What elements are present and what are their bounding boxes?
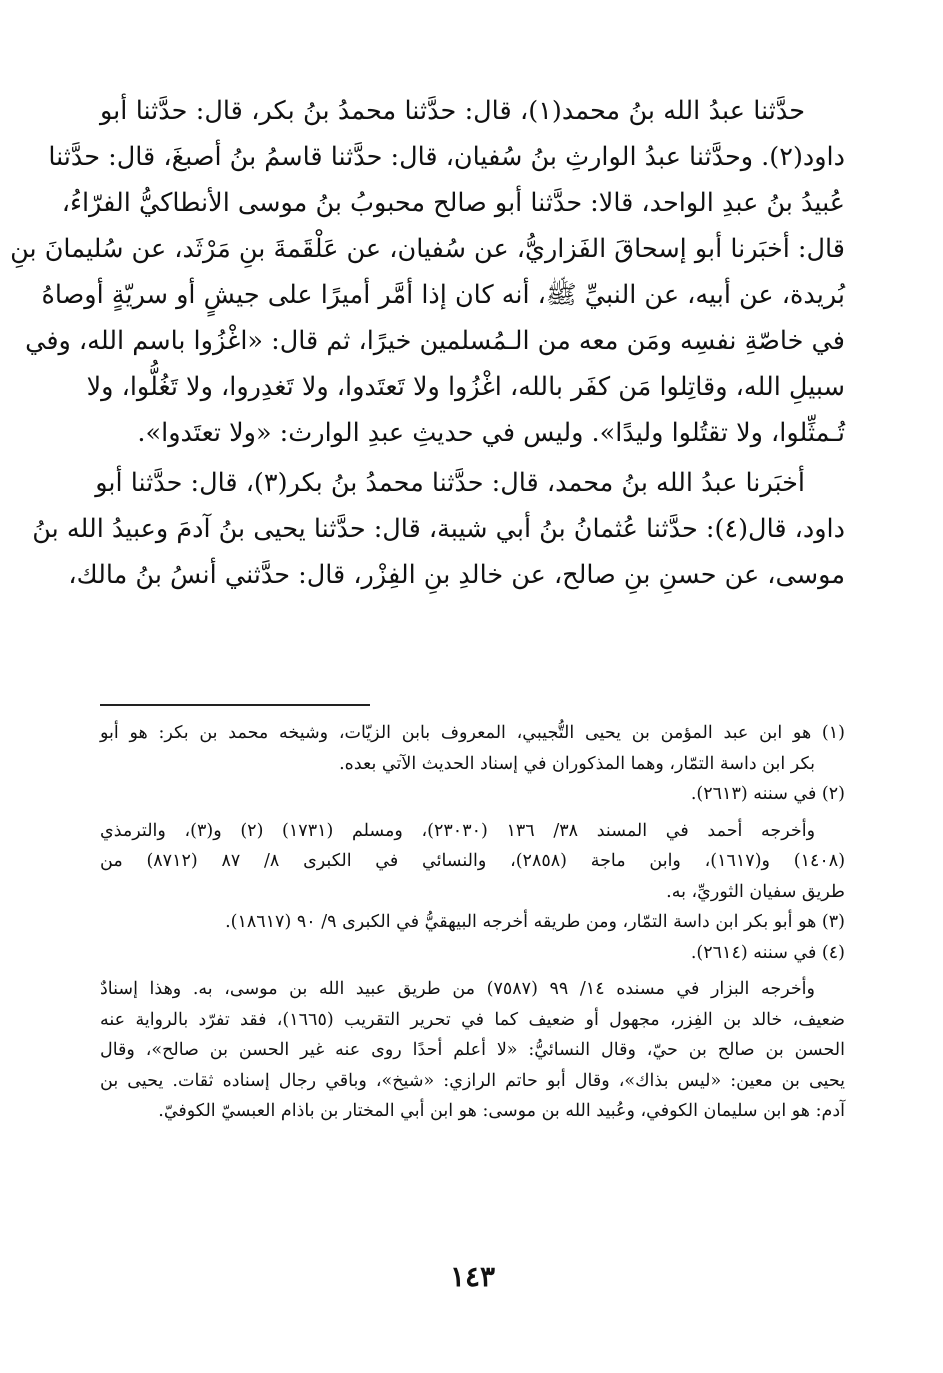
footnote-line: (٣) هو أبو بكر ابن داسة التمّار، ومن طريقه أخرجه البيهقيُّ في الكبرى ٩/ ٩٠ (١٨٦١٧).: [225, 912, 845, 932]
page-number: ١٤٣: [449, 1260, 496, 1293]
footnote-line: (١) هو ابن عبد المؤمن بن يحيى التُّجيبي، المعروف بابن الزيّات، وشيخه محمد بن بكر: هو أبو: [100, 723, 845, 743]
text-line: سبيلِ الله، وقاتِلوا مَن كفَر بالله، اغْزُوا ولا تَعتَدوا، ولا تَغدِروا، ولا تَغُلُّوا، ولا: [86, 372, 845, 402]
footnote-2-detail: [100, 816, 845, 908]
text-line: أخبَرنا عبدُ الله بنُ محمد، قال: حدَّثنا محمدُ بنُ بكر(٣)، قال: حدَّثنا أبو: [95, 468, 805, 498]
footnote-separator: [100, 704, 370, 706]
book-page: [10, 88, 846, 1293]
footnote-1: [100, 718, 845, 779]
footnote-3: [100, 907, 845, 938]
text-line: تُـمثِّلوا، ولا تقتُلوا وليدًا». وليس في حديثِ عبدِ الوارث: «ولا تعتَدوا».: [137, 418, 845, 448]
text-line: داود، قال(٤): حدَّثنا عُثمانُ بنُ أبي شيبة، قال: حدَّثنا يحيى بنُ آدمَ وعبيدُ الله بنُ: [32, 514, 845, 544]
footnote-line: يحيى بن معين: «ليس بذاك»، وقال أبو حاتم الرازي: «شيخ»، وباقي رجال إسناده ثقات. يحيى بن: [100, 1070, 845, 1091]
main-paragraph-1: [10, 88, 845, 456]
text-line: داود(٢). وحدَّثنا عبدُ الوارثِ بنُ سُفيان، قال: حدَّثنا قاسمُ بنُ أصبغَ، قال: حدَّثنا: [48, 142, 845, 172]
footnote-line: الحسن بن صالح بن حيّ، وقال النسائيُّ: «لا أعلم أحدًا روى عنه غير الحسن بن صالح»، وقال: [100, 1040, 845, 1060]
text-line: حدَّثنا عبدُ الله بنُ محمد(١)، قال: حدَّثنا محمدُ بنُ بكر، قال: حدَّثنا أبو: [100, 96, 805, 126]
text-line: موسى، عن حسنِ بنِ صالح، عن خالدِ بنِ الفِزْر، قال: حدَّثني أنسُ بنُ مالك،: [68, 560, 845, 590]
text-line: في خاصّةِ نفسِه ومَن معه من الـمُسلمين خيرًا، ثم قال: «اغْزُوا باسم الله، وفي: [25, 326, 845, 356]
footnotes: [100, 718, 845, 1127]
footnote-line: (٢) في سننه (٢٦١٣).: [690, 784, 845, 804]
footnote-4-detail: [100, 974, 845, 1127]
text-line: بُريدة، عن أبيه، عن النبيِّ ﷺ، أنه كان إذا أمَّر أميرًا على جيشٍ أو سريّةٍ أوصاهُ: [41, 280, 845, 310]
text-line: عُبيدُ بنُ عبدِ الواحد، قالا: حدَّثنا أبو صالح محبوبُ بنُ موسى الأنطاكيُّ الفرّاءُ،: [61, 188, 845, 218]
text-line: قال: أخبَرنا أبو إسحاقَ الفَزاريُّ، عن سُفيان، عن عَلْقَمةَ بنِ مَرْثَد، عن سُليمانَ بنِ: [10, 234, 845, 264]
footnote-line: وأخرجه البزار في مسنده ١٤/ ٩٩ (٧٥٨٧) من طريق عبيد الله بن موسى، به. وهذا إسنادٌ: [100, 979, 815, 999]
footnote-line: وأخرجه أحمد في المسند ٣٨/ ١٣٦ (٢٣٠٣٠)، ومسلم (١٧٣١) (٢) و(٣)، والترمذي: [100, 820, 816, 841]
footnote-line: ضعيف، خالد بن الفِزر، مجهول أو ضعيف كما في تحرير التقريب (١٦٦٥)، فقد تفرّد بالرواية عنه: [100, 1009, 845, 1030]
footnote-line: (١٤٠٨) و(١٦١٧)، وابن ماجة (٢٨٥٨)، والنسائي في الكبرى ٨/ ٨٧ (٨٧١٢) من: [100, 851, 846, 871]
footnote-4: [100, 938, 845, 969]
footnote-line: (٤) في سننه (٢٦١٤).: [690, 942, 845, 963]
footnote-line: بكر ابن داسة التمّار، وهما المذكوران في إسناد الحديث الآتي بعده.: [339, 753, 815, 774]
footnote-line: آدم: هو ابن سليمان الكوفي، وعُبيد الله بن موسى: هو ابن أبي المختار بن باذام العبسيّ الكوفيّ.: [158, 1101, 845, 1121]
footnote-2: [100, 779, 845, 810]
main-paragraph-2: [32, 460, 845, 598]
footnote-line: طريق سفيان الثوريِّ، به.: [666, 881, 845, 902]
